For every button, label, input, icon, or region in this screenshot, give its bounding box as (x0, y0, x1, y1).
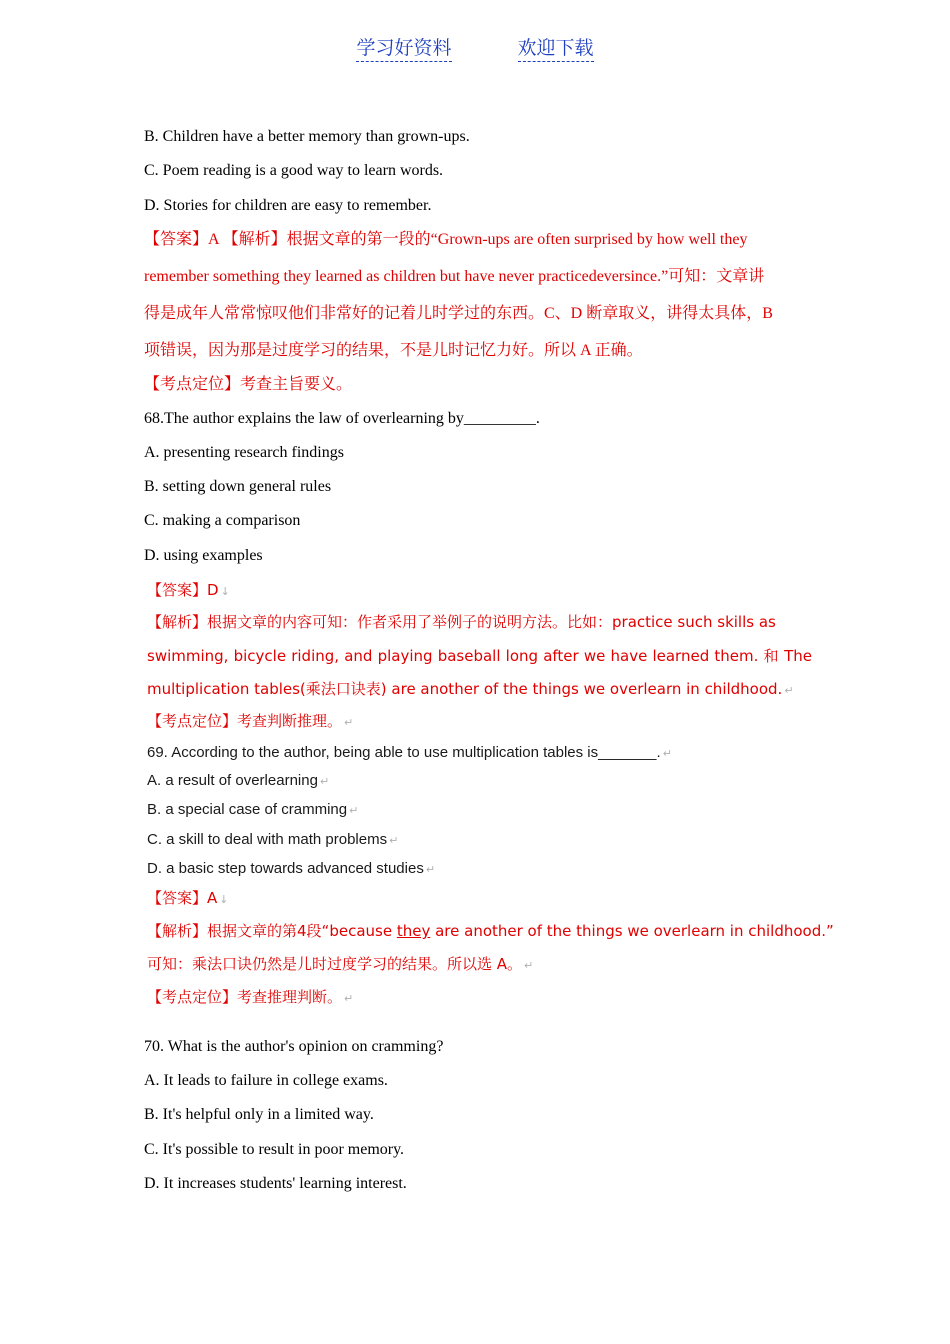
q69-option-a: A. a result of overlearning ↵ (147, 772, 330, 789)
q69-option-b: B. a special case of cramming ↵ (147, 801, 359, 818)
paragraph-mark: ↵ (524, 959, 534, 972)
q67-analysis-line-4: 项错误，因为那是过度学习的结果，不是儿时记忆力好。所以 A 正确。 (144, 342, 643, 359)
q70-option-c: C. It's possible to result in poor memory. (144, 1141, 405, 1158)
q67-option-c: C. Poem reading is a good way to learn words. (144, 162, 444, 179)
underlined-word: they (396, 922, 431, 940)
q68-answer: 【答案】D ↓ (147, 581, 230, 599)
q68-question: 68.The author explains the law of overlearning by_________. (144, 410, 540, 427)
paragraph-mark: ↵ (319, 776, 330, 788)
q67-option-b: B. Children have a better memory than grown-ups. (144, 128, 470, 145)
q67-analysis-line-1: 【答案】A 【解析】根据文章的第一段的“Grown-ups are often surprised by how well they (144, 231, 748, 248)
q68-option-c: C. making a comparison (144, 512, 301, 529)
page-header (0, 38, 950, 62)
paragraph-mark: ↵ (389, 835, 399, 847)
q67-analysis-line-3: 得是成年人常常惊叹他们非常好的记着儿时学过的东西。C、D 断章取义，讲得太具体，B (144, 305, 773, 322)
q70-option-d: D. It increases students' learning interest. (144, 1175, 407, 1192)
q68-analysis-line-1: 【解析】根据文章的内容可知：作者采用了举例子的说明方法。比如：practice such skills as (147, 613, 776, 631)
q68-exam-point: 【考点定位】考查判断推理。 ↵ (147, 712, 354, 730)
q68-analysis-line-2: swimming, bicycle riding, and playing baseball long after we have learned them. 和 The (147, 647, 812, 665)
q68-option-b: B. setting down general rules (144, 478, 332, 495)
q68-option-a: A. presenting research findings (144, 444, 344, 461)
q69-option-d: D. a basic step towards advanced studies ↵ (147, 860, 436, 877)
q69-analysis-line-1: 【解析】根据文章的第4段“because they are another of the things we overlearn in childhood.” (147, 922, 834, 940)
q69-answer: 【答案】A ↓ (147, 889, 229, 907)
q68-analysis-line-3: multiplication tables(乘法口诀表) are another of the things we overlearn in childhood. ↵ (147, 680, 794, 698)
q69-analysis-line-2: 可知：乘法口诀仍然是儿时过度学习的结果。所以选 A。 ↵ (147, 955, 534, 973)
paragraph-mark: ↵ (425, 864, 436, 876)
q69-exam-point: 【考点定位】考查推理判断。 ↵ (147, 988, 354, 1006)
q68-option-d: D. using examples (144, 547, 263, 564)
q70-option-a: A. It leads to failure in college exams. (144, 1072, 388, 1089)
q67-exam-point: 【考点定位】考查主旨要义。 (144, 376, 353, 393)
line-break-mark: ↓ (220, 585, 230, 598)
paragraph-mark: ↵ (662, 748, 672, 760)
header-right-text: 欢迎下载 (518, 38, 594, 62)
header-left-text: 学习好资料 (356, 38, 451, 62)
q69-question: 69. According to the author, being able to use multiplication tables is_______. ↵ (147, 744, 672, 761)
q70-option-b: B. It's helpful only in a limited way. (144, 1106, 374, 1123)
q69-option-c: C. a skill to deal with math problems ↵ (147, 831, 399, 848)
paragraph-mark: ↵ (349, 805, 359, 817)
q67-option-d: D. Stories for children are easy to remember. (144, 197, 432, 214)
q67-analysis-line-2: remember something they learned as children but have never practicedeversince.”可知：文章讲 (144, 268, 765, 285)
q70-question: 70. What is the author's opinion on cramming? (144, 1038, 444, 1055)
paragraph-mark: ↵ (784, 684, 794, 697)
line-break-mark: ↓ (219, 893, 229, 906)
paragraph-mark: ↵ (344, 716, 354, 729)
paragraph-mark: ↵ (344, 992, 354, 1005)
